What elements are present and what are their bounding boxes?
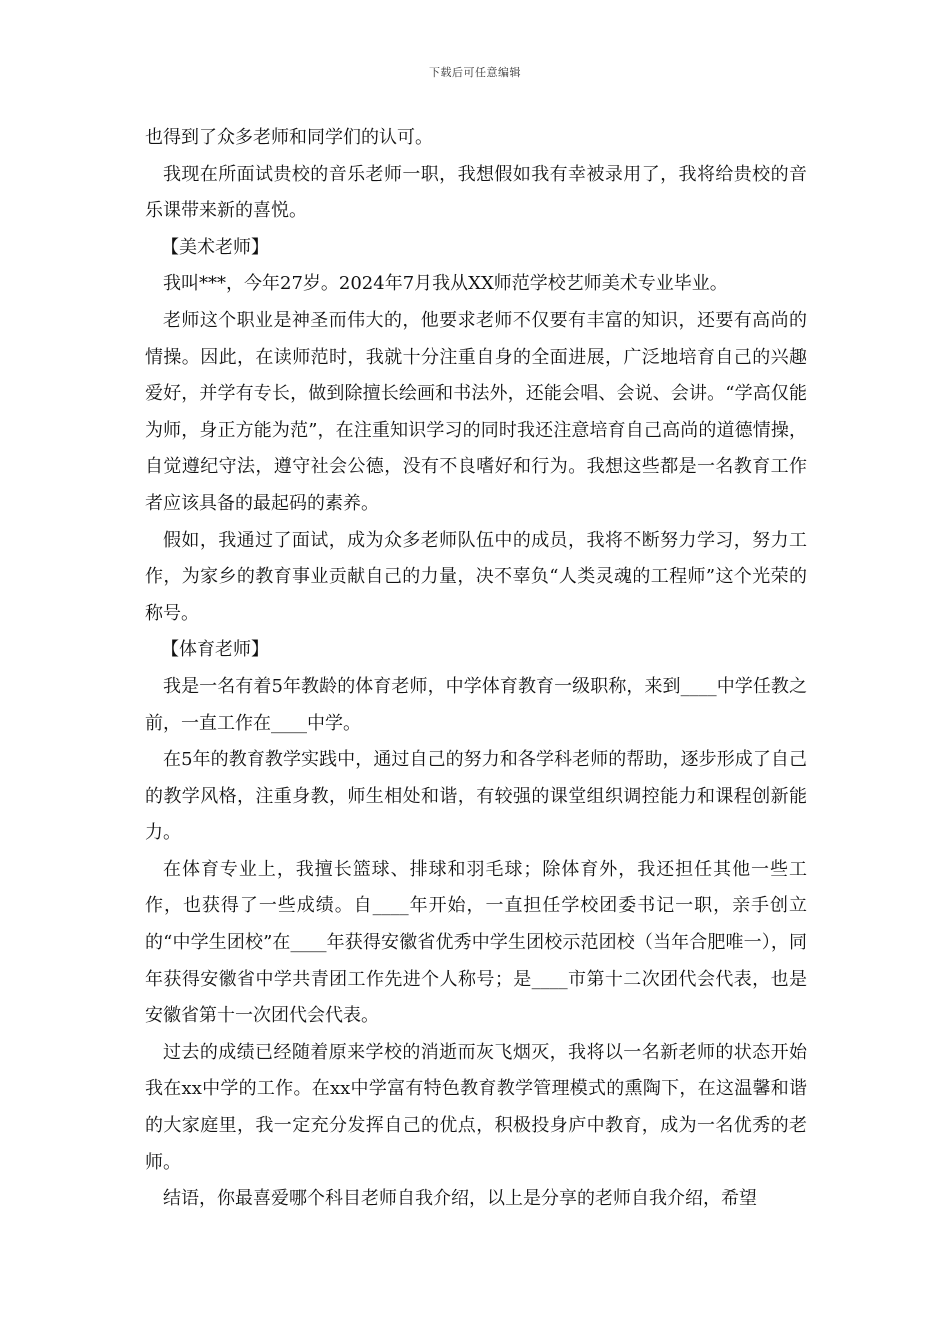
paragraph-music-teacher-closing: 我现在所面试贵校的音乐老师一职，我想假如我有幸被录用了，我将给贵校的音乐课带来新的喜悦。 (145, 163, 807, 222)
paragraph-art-commitment: 假如，我通过了面试，成为众多老师队伍中的成员，我将不断努力学习，努力工作，为家乡的教育事业贡献自己的力量，决不辜负“人类灵魂的工程师”这个光荣的称号。 (145, 529, 807, 624)
paragraph-pe-experience: 在5年的教育教学实践中，通过自己的努力和各学科老师的帮助，逐步形成了自己的教学风格，注重身教，师生相处和谐，有较强的课堂组织调控能力和课程创新能力。 (145, 749, 807, 844)
section-heading-pe-teacher: 【体育老师】 (161, 639, 269, 661)
paragraph-art-profession: 老师这个职业是神圣而伟大的，他要求老师不仅要有丰富的知识，还要有高尚的情操。因此，在读师范时，我就十分注重自身的全面进展，广泛地培育自己的兴趣爱好，并学有专长，做到除擅长绘画和书法外，还能会唱、会说、会讲。“学高仅能为师，身正方能为范”，在注重知识学习的同时我还注意培育自己高尚的道德情操，自觉遵纪守法，遵守社会公德，没有不良嗜好和行为。我想这些都是一名教育工作者应该具备的最起码的素养。 (145, 309, 807, 514)
document-body (145, 120, 807, 1218)
paragraph-pe-achievements: 在体育专业上，我擅长篮球、排球和羽毛球；除体育外，我还担任其他一些工作，也获得了一些成绩。自____年开始，一直担任学校团委书记一职，亲手创立的“中学生团校”在____年获得安徽省优秀中学生团校示范团校（当年合肥唯一），同年获得安徽省中学共青团工作先进个人称号；是____市第十二次团代会代表，也是安徽省第十一次团代会代表。 (145, 858, 807, 1027)
paragraph-pe-future: 过去的成绩已经随着原来学校的消逝而灰飞烟灭，我将以一名新老师的状态开始我在xx中学的工作。在xx中学富有特色教育教学管理模式的熏陶下，在这温馨和谐的大家庭里，我一定充分发挥自己的优点，积极投身庐中教育，成为一名优秀的老师。 (145, 1041, 807, 1173)
section-heading-art-teacher: 【美术老师】 (161, 236, 269, 258)
paragraph-conclusion: 结语，你最喜爱哪个科目老师自我介绍，以上是分享的老师自我介绍，希望 (163, 1188, 757, 1210)
page-header: 下载后可任意编辑 (429, 66, 521, 79)
paragraph-pe-intro: 我是一名有着5年教龄的体育老师，中学体育教育一级职称，来到____中学任教之前，一直工作在____中学。 (145, 675, 807, 734)
paragraph-art-intro: 我叫***，今年27岁。2024年7月我从XX师范学校艺师美术专业毕业。 (163, 273, 728, 295)
paragraph-continuation: 也得到了众多老师和同学们的认可。 (145, 127, 433, 148)
